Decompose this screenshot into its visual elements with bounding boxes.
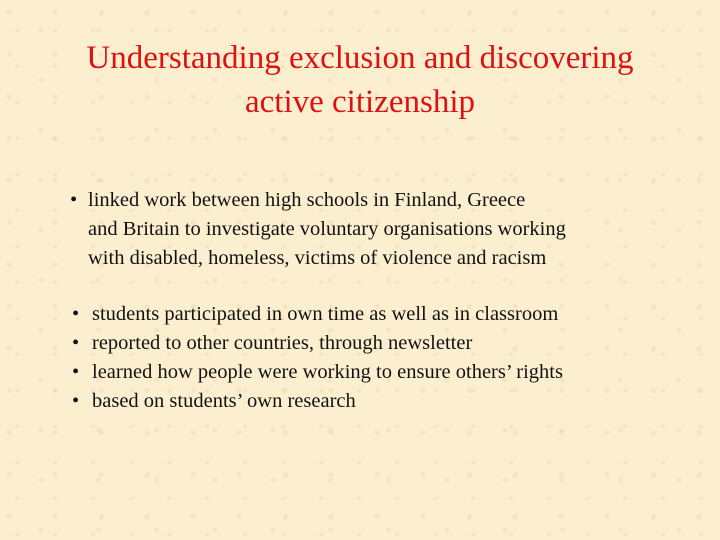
bullet-dot: • bbox=[72, 390, 80, 412]
slide-title-line-2: active citizenship bbox=[245, 84, 475, 120]
slide-title-line-1: Understanding exclusion and discovering bbox=[86, 40, 634, 76]
bullet-item bbox=[72, 300, 692, 329]
bullet-list-1 bbox=[72, 186, 682, 273]
bullet-item bbox=[72, 186, 682, 273]
bullet-item bbox=[72, 387, 692, 416]
bullet-dot: • bbox=[72, 332, 80, 354]
bullet-dot: • bbox=[72, 303, 80, 325]
bullet-text bbox=[72, 186, 682, 273]
bullet-text-line-2: and Britain to investigate voluntary organisations working bbox=[88, 218, 566, 240]
bullet-text: reported to other countries, through newsletter bbox=[92, 332, 473, 354]
bullet-text-line-1: linked work between high schools in Finland, Greece bbox=[88, 189, 526, 211]
bullet-item bbox=[72, 358, 692, 387]
bullet-text: based on students’ own research bbox=[92, 390, 356, 412]
bullet-text: students participated in own time as well as in classroom bbox=[92, 303, 559, 325]
bullet-text-line-3: with disabled, homeless, victims of violence and racism bbox=[88, 247, 547, 269]
slide-title bbox=[30, 36, 690, 124]
bullet-item bbox=[72, 329, 692, 358]
bullet-dot: • bbox=[72, 361, 80, 383]
bullet-dot: • bbox=[70, 189, 78, 211]
bullet-text: learned how people were working to ensure others’ rights bbox=[92, 361, 563, 383]
bullet-list-2 bbox=[72, 300, 692, 416]
